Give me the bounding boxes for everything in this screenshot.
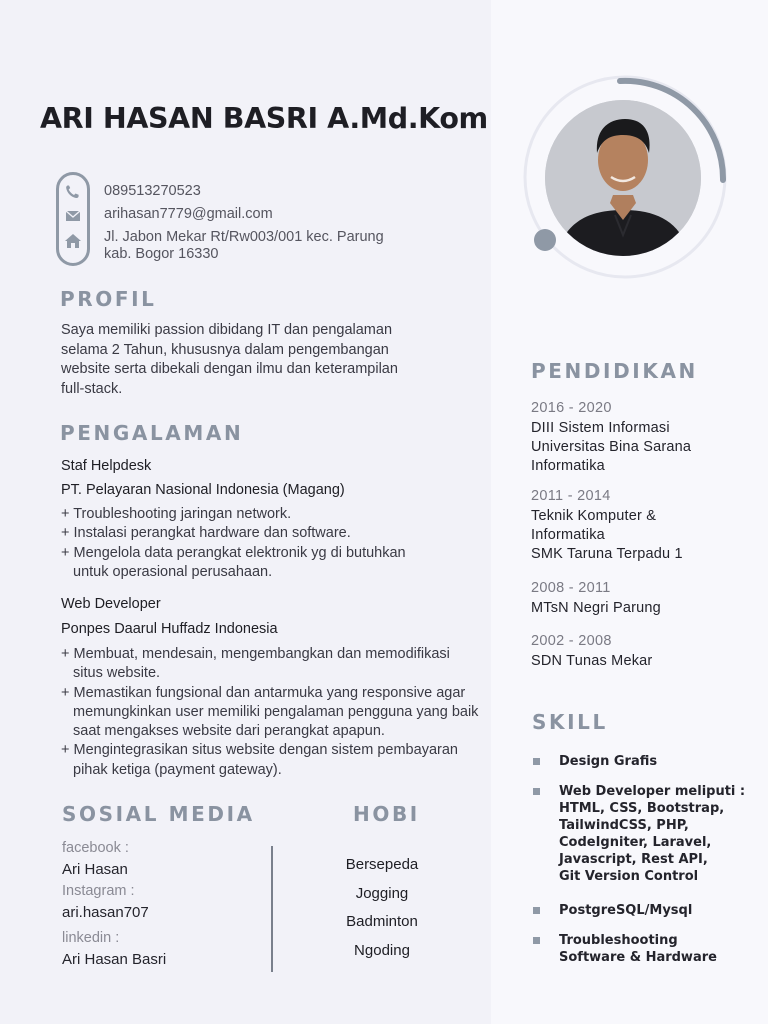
edu-year-1: 2016 - 2020 <box>531 400 612 416</box>
company-2: Ponpes Daarul Huffadz Indonesia <box>61 621 278 637</box>
job-2-points <box>61 645 481 780</box>
skill-bullet-icon <box>533 907 540 914</box>
address-line-1: Jl. Jabon Mekar Rt/Rw003/001 kec. Parung <box>104 229 384 245</box>
instagram-value: ari.hasan707 <box>62 904 149 921</box>
list-item: + Membuat, mendesain, mengembangkan dan memodifikasi situs website. <box>61 646 450 682</box>
list-item: + Mengelola data perangkat elektronik yg di butuhkan untuk operasional perusahaan. <box>61 544 406 580</box>
edu-year-4: 2002 - 2008 <box>531 633 612 649</box>
edu-year-2: 2011 - 2014 <box>531 488 611 504</box>
profil-heading: PROFIL <box>60 287 157 311</box>
edu-detail-2: Teknik Komputer & Informatika SMK Taruna Terpadu 1 <box>531 508 683 562</box>
edu-year-3: 2008 - 2011 <box>531 580 611 596</box>
skill-item: Troubleshooting Software & Hardware <box>559 933 717 965</box>
skill-bullet-icon <box>533 788 540 795</box>
avatar <box>515 75 735 285</box>
sosial-media-heading: SOSIAL MEDIA <box>62 802 255 826</box>
facebook-label: facebook : <box>62 840 129 856</box>
phone-icon <box>63 184 83 200</box>
list-item: + Troubleshooting jaringan network. <box>61 506 292 522</box>
instagram-label: Instagram : <box>62 883 135 899</box>
edu-detail-4: SDN Tunas Mekar <box>531 653 653 669</box>
skill-bullet-icon <box>533 937 540 944</box>
skill-bullet-icon <box>533 758 540 765</box>
company-1: PT. Pelayaran Nasional Indonesia (Magang) <box>61 482 345 498</box>
profile-photo-frame <box>515 75 735 285</box>
edu-detail-1: DIII Sistem Informasi Universitas Bina Sarana Informatika <box>531 420 692 474</box>
skill-item: PostgreSQL/Mysql <box>559 903 693 918</box>
home-icon <box>63 233 83 249</box>
hobby-item: Jogging <box>355 885 409 902</box>
job-1-points <box>61 505 421 582</box>
envelope-icon <box>63 208 83 224</box>
profil-text: Saya memiliki passion dibidang IT dan pengalaman selama 2 Tahun, khususnya dalam pengembangan website serta dibekali dengan ilmu dan keterampilan full-stack. <box>61 322 398 397</box>
skill-item: Web Developer meliputi : HTML, CSS, Bootstrap, TailwindCSS, PHP, CodeIgniter, Laravel, Javascript, Rest API, Git Version Control <box>559 784 746 884</box>
job-title-2: Web Developer <box>61 596 161 612</box>
job-title-1: Staf Helpdesk <box>61 458 152 474</box>
skill-heading: SKILL <box>532 710 608 734</box>
list-item: + Mengintegrasikan situs website dengan sistem pembayaran pihak ketiga (payment gateway). <box>61 742 458 778</box>
hobi-heading: HOBI <box>353 802 420 826</box>
hobby-item: Ngoding <box>354 942 410 959</box>
phone-number: 089513270523 <box>104 183 201 199</box>
linkedin-value: Ari Hasan Basri <box>62 951 167 968</box>
linkedin-label: linkedin : <box>62 930 120 946</box>
facebook-value: Ari Hasan <box>62 861 128 878</box>
list-item: + Instalasi perangkat hardware dan software. <box>61 525 351 542</box>
list-item: + Memastikan fungsional dan antarmuka yang responsive agar memungkinkan user memiliki pengalaman pengguna yang baik saat mengakses website dari perangkat apapun. <box>61 684 479 740</box>
email-address: arihasan7779@gmail.com <box>104 206 273 222</box>
edu-detail-3: MTsN Negri Parung <box>531 600 661 616</box>
skill-item: Design Grafis <box>559 754 658 769</box>
hobby-item: Bersepeda <box>345 856 419 873</box>
pengalaman-heading: PENGALAMAN <box>60 421 244 445</box>
full-name: ARI HASAN BASRI A.Md.Kom <box>40 102 488 135</box>
address-line-2: kab. Bogor 16330 <box>104 246 219 262</box>
column-divider <box>271 846 273 972</box>
pendidikan-heading: PENDIDIKAN <box>531 359 698 383</box>
hobby-item: Badminton <box>346 913 418 930</box>
